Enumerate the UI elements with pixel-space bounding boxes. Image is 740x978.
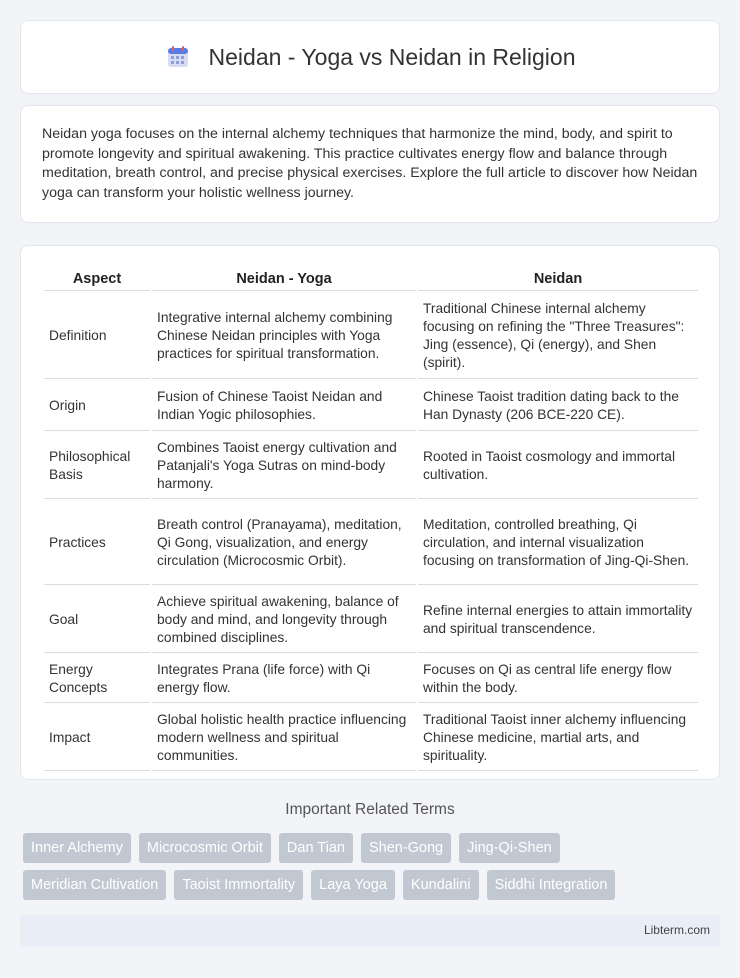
row-neidan: Traditional Taoist inner alchemy influencing Chinese medicine, martial arts, and spirituality. xyxy=(418,705,698,771)
row-aspect: Goal xyxy=(44,587,150,653)
table-row xyxy=(44,501,698,585)
comparison-table-card xyxy=(20,245,720,780)
row-aspect: Definition xyxy=(44,293,150,379)
row-aspect: Impact xyxy=(44,705,150,771)
row-neidan: Meditation, controlled breathing, Qi circulation, and internal visualization focusing on transformation of Jing-Qi-Shen. xyxy=(418,501,698,585)
row-neidan: Traditional Chinese internal alchemy focusing on refining the "Three Treasures": Jing (essence), Qi (energy), and Shen (spirit). xyxy=(418,293,698,379)
page-title: Neidan - Yoga vs Neidan in Religion xyxy=(208,43,576,70)
row-neidan-yoga: Global holistic health practice influencing modern wellness and spiritual communities. xyxy=(152,705,416,771)
table-row xyxy=(44,705,698,771)
table-row xyxy=(44,381,698,431)
tag-laya-yoga[interactable]: Laya Yoga xyxy=(311,870,395,900)
tag-inner-alchemy[interactable]: Inner Alchemy xyxy=(23,833,131,863)
title-card xyxy=(20,20,720,94)
table-row xyxy=(44,587,698,653)
tag-siddhi-integration[interactable]: Siddhi Integration xyxy=(487,870,616,900)
tag-dan-tian[interactable]: Dan Tian xyxy=(279,833,353,863)
footer-site-link[interactable]: Libterm.com xyxy=(643,923,710,937)
row-aspect: Practices xyxy=(44,501,150,585)
related-tags-row-1 xyxy=(23,833,723,863)
intro-text: Neidan yoga focuses on the internal alchemy techniques that harmonize the mind, body, and spirit to promote longevity and spiritual awakening. This practice cultivates energy flow and balance through meditation, breath control, and precise physical exercises. Explore the full article to discover how Neidan yoga can transform your holistic wellness journey. xyxy=(42,126,698,201)
row-neidan-yoga: Fusion of Chinese Taoist Neidan and Indian Yogic philosophies. xyxy=(152,381,416,431)
intro-card xyxy=(20,105,720,223)
table-row xyxy=(44,655,698,703)
table-header-row xyxy=(44,266,698,291)
comparison-table xyxy=(42,264,700,773)
tag-shen-gong[interactable]: Shen-Gong xyxy=(361,833,451,863)
table-row xyxy=(44,433,698,499)
tag-kundalini[interactable]: Kundalini xyxy=(403,870,479,900)
row-neidan-yoga: Breath control (Pranayama), meditation, Qi Gong, visualization, and energy circulation (Microcosmic Orbit). xyxy=(152,501,416,585)
header-neidan-yoga: Neidan - Yoga xyxy=(152,266,416,291)
table-row xyxy=(44,293,698,379)
tag-jing-qi-shen[interactable]: Jing-Qi-Shen xyxy=(459,833,560,863)
calendar-icon xyxy=(165,44,191,70)
row-neidan-yoga: Integrative internal alchemy combining Chinese Neidan principles with Yoga practices for spiritual transformation. xyxy=(152,293,416,379)
tag-microcosmic-orbit[interactable]: Microcosmic Orbit xyxy=(139,833,271,863)
row-aspect: Philosophical Basis xyxy=(44,433,150,499)
row-neidan: Rooted in Taoist cosmology and immortal cultivation. xyxy=(418,433,698,499)
row-aspect: Energy Concepts xyxy=(44,655,150,703)
related-terms-title: Important Related Terms xyxy=(285,801,455,818)
header-aspect: Aspect xyxy=(44,266,150,291)
footer xyxy=(20,915,720,947)
row-neidan-yoga: Achieve spiritual awakening, balance of body and mind, and longevity through combined disciplines. xyxy=(152,587,416,653)
row-aspect: Origin xyxy=(44,381,150,431)
header-neidan: Neidan xyxy=(418,266,698,291)
row-neidan: Chinese Taoist tradition dating back to the Han Dynasty (206 BCE-220 CE). xyxy=(418,381,698,431)
row-neidan-yoga: Integrates Prana (life force) with Qi energy flow. xyxy=(152,655,416,703)
row-neidan-yoga: Combines Taoist energy cultivation and Patanjali's Yoga Sutras on mind-body harmony. xyxy=(152,433,416,499)
tag-taoist-immortality[interactable]: Taoist Immortality xyxy=(174,870,303,900)
row-neidan: Focuses on Qi as central life energy flow within the body. xyxy=(418,655,698,703)
row-neidan: Refine internal energies to attain immortality and spiritual transcendence. xyxy=(418,587,698,653)
tag-meridian-cultivation[interactable]: Meridian Cultivation xyxy=(23,870,166,900)
related-tags-row-2 xyxy=(23,870,723,900)
